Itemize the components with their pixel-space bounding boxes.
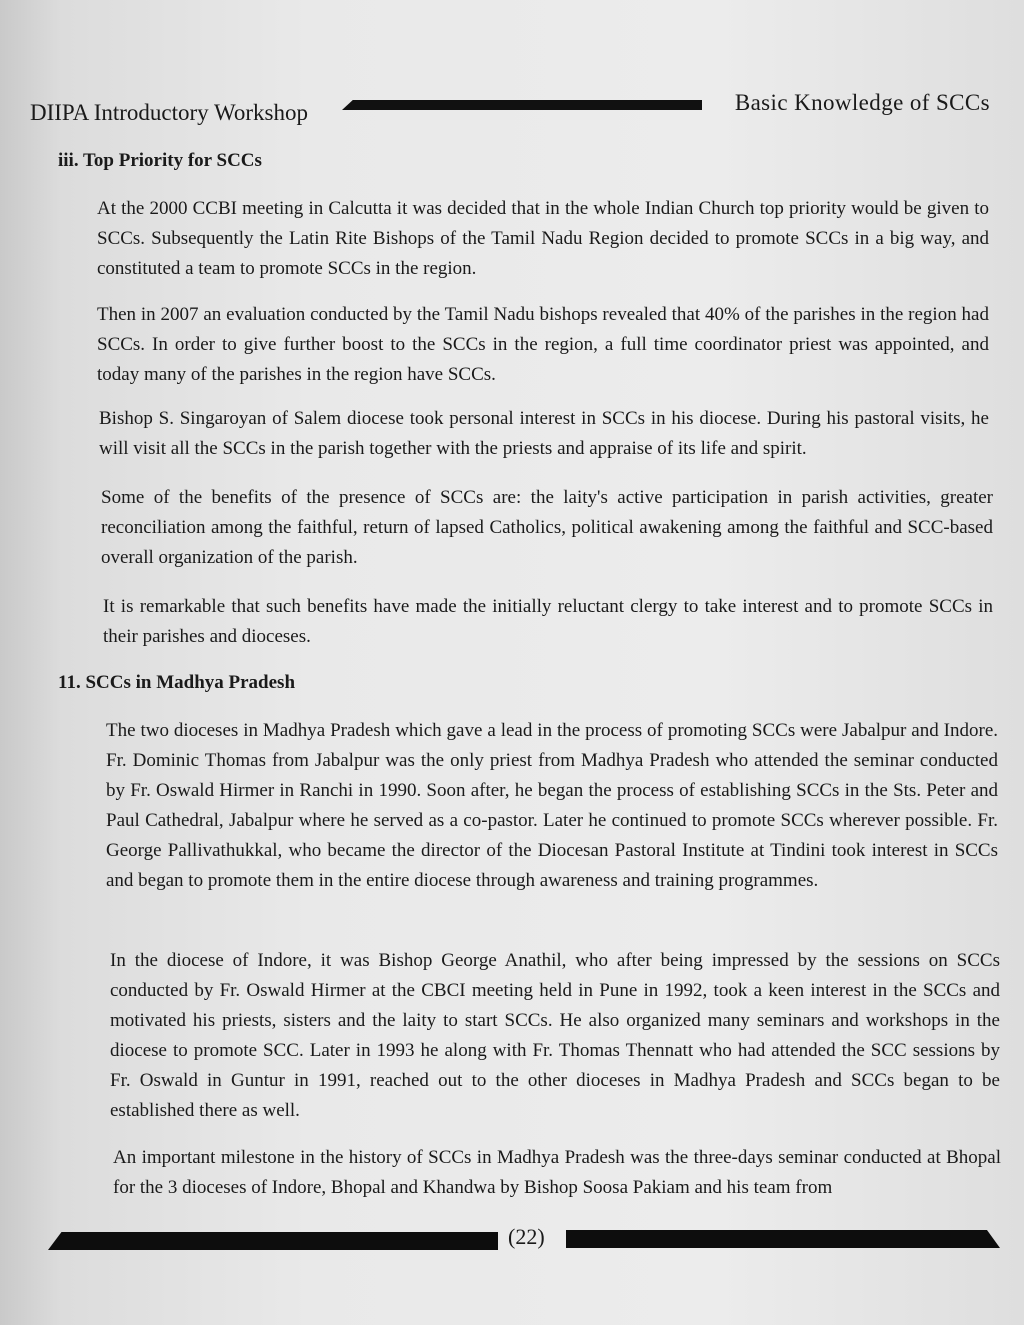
paragraph: Bishop S. Singaroyan of Salem diocese took personal interest in SCCs in his diocese. During his pastoral visits, he will visit all the SCCs in the parish together with the priests and appraise of its life and spirit.	[99, 408, 989, 459]
running-header	[30, 86, 990, 126]
paragraph: It is remarkable that such benefits have made the initially reluctant clergy to take interest and to promote SCCs in their parishes and dioceses.	[103, 596, 993, 647]
footer-rule-right	[566, 1230, 1000, 1248]
paragraph: An important milestone in the history of SCCs in Madhya Pradesh was the three-days seminar conducted at Bhopal for the 3 dioceses of Indore, Bhopal and Khandwa by Bishop Soosa Pakiam and his team from	[113, 1147, 1001, 1198]
header-chapter-title: Basic Knowledge of SCCs	[734, 90, 990, 115]
paragraph: Then in 2007 an evaluation conducted by the Tamil Nadu bishops revealed that 40% of the parishes in the region had SCCs. In order to give further boost to the SCCs in the region, a full time coordinator priest was appointed, and today many of the parishes in the region have SCCs.	[97, 304, 989, 385]
section-heading-madhya-pradesh: 11. SCCs in Madhya Pradesh	[58, 672, 296, 693]
paragraph: The two dioceses in Madhya Pradesh which gave a lead in the process of promoting SCCs were Jabalpur and Indore. Fr. Dominic Thomas from Jabalpur was the only priest from Madhya Pradesh who attended the seminar conducted by Fr. Oswald Hirmer in Ranchi in 1990. Soon after, he began the process of establishing SCCs in the Sts. Peter and Paul Cathedral, Jabalpur where he served as a co-pastor. Later he continued to promote SCCs wherever possible. Fr. George Pallivathukkal, who became the director of the Diocesan Pastoral Institute at Tindini took interest in SCCs and began to promote them in the entire diocese through awareness and training programmes.	[106, 720, 998, 891]
header-rule	[342, 100, 702, 110]
paragraph: In the diocese of Indore, it was Bishop George Anathil, who after being impressed by the sessions on SCCs conducted by Fr. Oswald Hirmer at the CBCI meeting held in Pune in 1992, took a keen interest in the SCCs and motivated his priests, sisters and the laity to start SCCs. He also organized many seminars and workshops in the diocese to promote SCC. Later in 1993 he along with Fr. Thomas Thennatt who had attended the SCC sessions by Fr. Oswald in Guntur in 1991, reached out to the other dioceses in Madhya Pradesh and SCCs began to be established there as well.	[110, 950, 1000, 1121]
header-workshop-title: DIIPA Introductory Workshop	[30, 100, 308, 125]
footer-rule-left	[48, 1232, 498, 1250]
paragraph: Some of the benefits of the presence of SCCs are: the laity's active participation in parish activities, greater reconciliation among the faithful, return of lapsed Catholics, political awakening among the faithful and SCC-based overall organization of the parish.	[101, 487, 993, 568]
paragraph: At the 2000 CCBI meeting in Calcutta it was decided that in the whole Indian Church top priority would be given to SCCs. Subsequently the Latin Rite Bishops of the Tamil Nadu Region decided to promote SCCs in a big way, and constituted a team to promote SCCs in the region.	[97, 198, 989, 279]
page-footer	[48, 1222, 1000, 1258]
section-heading-top-priority: iii. Top Priority for SCCs	[58, 150, 262, 171]
page-number: (22)	[508, 1224, 545, 1249]
